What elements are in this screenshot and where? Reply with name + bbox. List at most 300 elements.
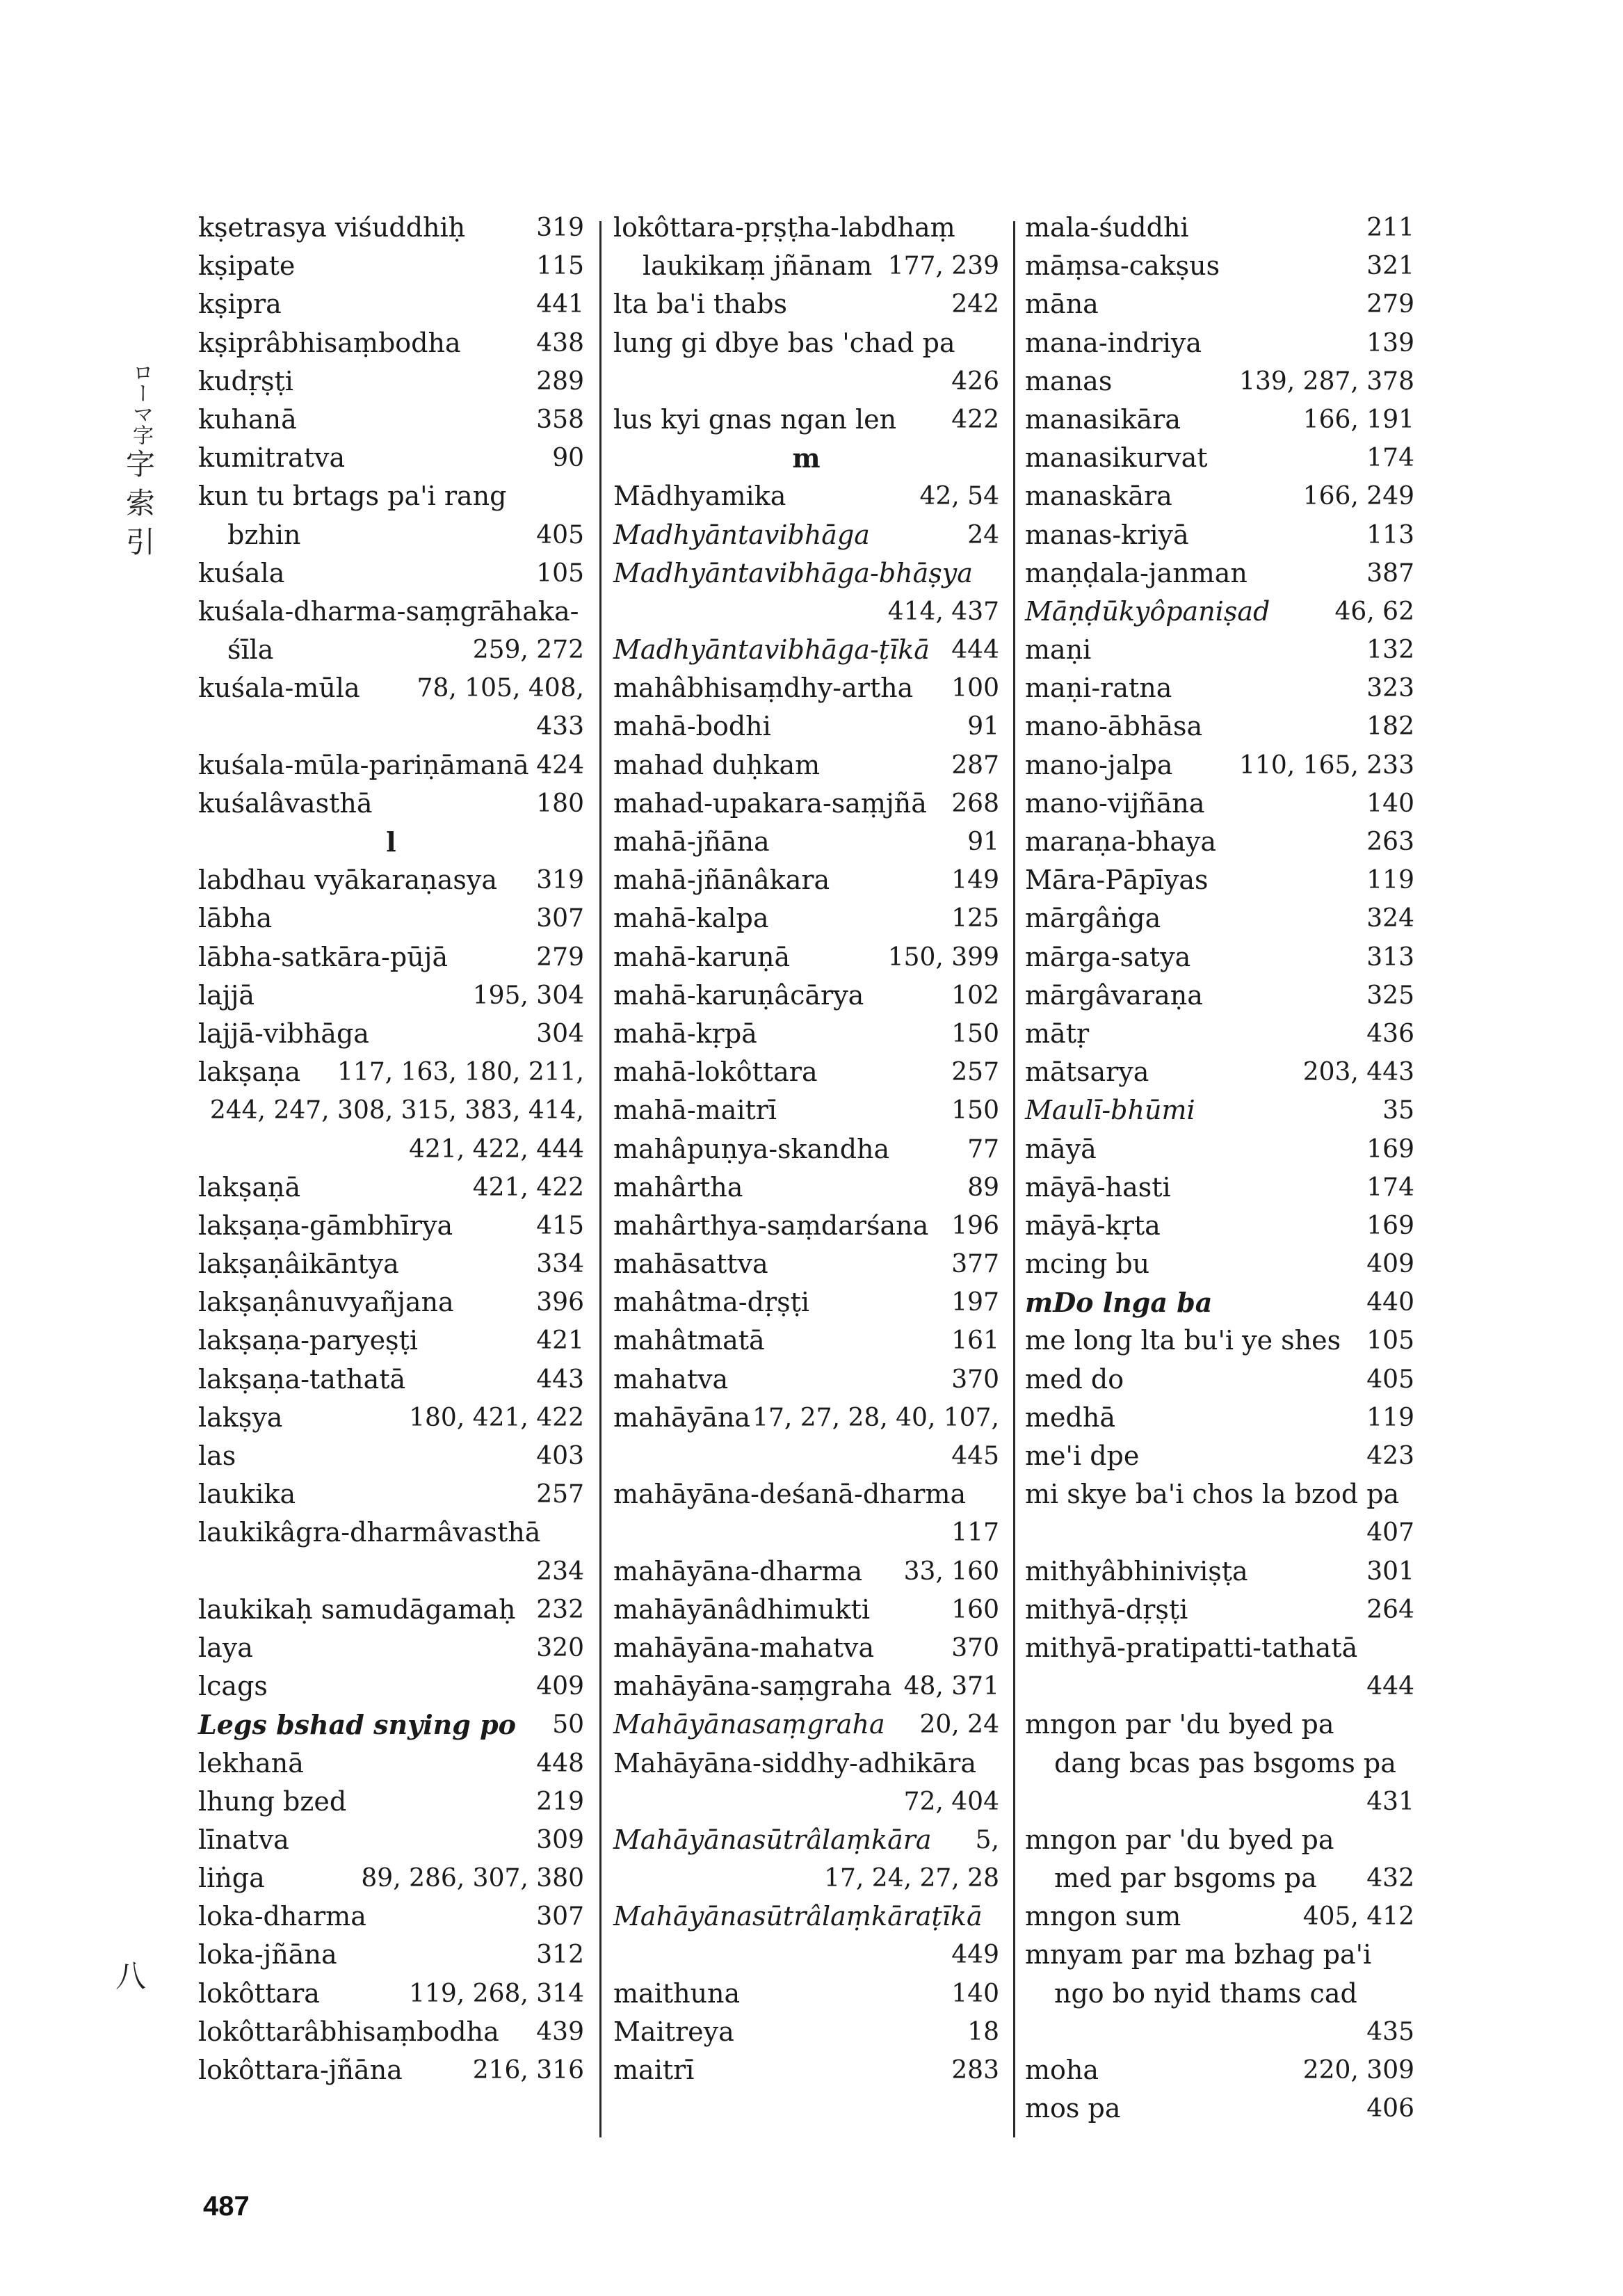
entry-page-refs: 421, 422: [472, 1173, 584, 1202]
index-entry: [613, 1936, 999, 1974]
entry-term: Legs bshad snying po: [198, 1709, 516, 1741]
entry-term: medhā: [1025, 1402, 1115, 1433]
entry-term: manas-kriyā: [1025, 519, 1189, 550]
entry-page-refs: 414, 437: [887, 597, 999, 626]
index-entry: [1025, 1591, 1414, 1629]
entry-term: laukika: [198, 1479, 296, 1510]
index-entry: [1025, 1053, 1414, 1091]
entry-page-refs: 91: [967, 828, 999, 856]
index-entry: [613, 593, 999, 631]
index-entry: [613, 1245, 999, 1283]
entry-page-refs: 110, 165, 233: [1239, 750, 1414, 780]
entry-term: mahāyāna-deśanā-dharma: [613, 1479, 967, 1510]
entry-term: me'i dpe: [1025, 1440, 1140, 1471]
index-entry: [198, 1360, 584, 1399]
side-label-in: 引: [125, 525, 155, 559]
entry-term: mngon par 'du byed pa: [1025, 1709, 1334, 1740]
index-entry: [198, 785, 584, 823]
entry-term: mahā-kṛpā: [613, 1018, 757, 1049]
entry-page-refs: 321: [1366, 252, 1414, 281]
index-entry: [198, 1744, 584, 1783]
entry-page-refs: 139: [1366, 328, 1414, 358]
index-entry: [613, 1169, 999, 1207]
entry-page-refs: 424: [536, 750, 584, 780]
index-entry: [613, 1859, 999, 1897]
index-entry: [198, 1591, 584, 1629]
index-entry: [1025, 669, 1414, 707]
index-entry: [1025, 785, 1414, 823]
entry-term: kṣiprâbhisaṃbodha: [198, 327, 461, 358]
index-entry: [1025, 516, 1414, 554]
entry-page-refs: 196: [951, 1211, 999, 1240]
entry-term: Mahāyāna-siddhy-adhikāra: [613, 1747, 976, 1779]
entry-page-refs: 257: [951, 1058, 999, 1087]
index-entry: [1025, 631, 1414, 669]
index-entry: [1025, 1744, 1414, 1783]
index-entry: [1025, 362, 1414, 401]
entry-term: lta ba'i thabs: [613, 289, 788, 320]
entry-term: lābha: [198, 903, 273, 934]
entry-page-refs: 89: [967, 1173, 999, 1202]
section-letter-heading: [198, 823, 584, 861]
section-letter-heading: [613, 439, 999, 477]
index-column-1: [198, 209, 584, 2089]
entry-page-refs: 440: [1366, 1288, 1414, 1317]
index-entry: [613, 516, 999, 554]
entry-term: māṃsa-cakṣus: [1025, 250, 1220, 282]
entry-term: mano-ābhāsa: [1025, 711, 1203, 742]
entry-term: me long lta bu'i ye shes: [1025, 1325, 1341, 1356]
entry-page-refs: 438: [536, 328, 584, 358]
entry-page-refs: 140: [951, 1979, 999, 2008]
index-entry: [198, 1897, 584, 1936]
entry-term: manaskāra: [1025, 481, 1172, 512]
index-entry: [1025, 1437, 1414, 1475]
entry-term: mcing bu: [1025, 1249, 1150, 1280]
index-entry: [198, 1552, 584, 1591]
entry-page-refs: 119: [1366, 866, 1414, 895]
index-entry: [1025, 1667, 1414, 1705]
entry-page-refs: 289: [536, 367, 584, 396]
entry-term: mos pa: [1025, 2093, 1121, 2124]
entry-page-refs: 436: [1366, 1019, 1414, 1048]
entry-page-refs: 20, 24: [919, 1710, 999, 1740]
entry-term: lhung bzed: [198, 1785, 347, 1817]
index-entry: [198, 285, 584, 323]
index-entry: [198, 1169, 584, 1207]
entry-term: mDo lnga ba: [1025, 1287, 1213, 1319]
index-entry: [613, 1399, 999, 1437]
entry-term: med do: [1025, 1363, 1124, 1395]
entry-page-refs: 403: [536, 1442, 584, 1470]
entry-page-refs: 421: [536, 1326, 584, 1356]
entry-term: mahâtmatā: [613, 1325, 765, 1356]
entry-term: lcags: [198, 1671, 268, 1702]
index-entry: [198, 439, 584, 477]
index-entry: [1025, 1360, 1414, 1399]
entry-page-refs: 117, 163, 180, 211,: [337, 1058, 584, 1087]
entry-page-refs: 323: [1366, 674, 1414, 703]
entry-term: las: [198, 1440, 236, 1471]
index-entry: [1025, 324, 1414, 362]
index-entry: [198, 1091, 584, 1130]
entry-page-refs: 180, 421, 422: [409, 1403, 584, 1432]
entry-term: loka-dharma: [198, 1901, 366, 1932]
entry-page-refs: 125: [951, 904, 999, 933]
entry-term: mārga-satya: [1025, 941, 1191, 972]
index-entry: [1025, 1245, 1414, 1283]
entry-term: kuśala-mūla: [198, 673, 360, 704]
entry-term: lakṣaṇânuvyañjana: [198, 1287, 454, 1318]
entry-term: lung gi dbye bas 'chad pa: [613, 327, 955, 358]
entry-term: lakṣaṇa-paryeṣṭi: [198, 1325, 418, 1356]
index-entry: [613, 1130, 999, 1169]
entry-page-refs: 309: [536, 1825, 584, 1854]
entry-page-refs: 370: [951, 1633, 999, 1662]
index-entry: [1025, 247, 1414, 285]
index-entry: [613, 707, 999, 746]
entry-term: manasikurvat: [1025, 442, 1208, 474]
entry-page-refs: 334: [536, 1250, 584, 1279]
index-entry: [198, 324, 584, 362]
index-entry: [613, 861, 999, 899]
entry-page-refs: 319: [536, 866, 584, 895]
index-entry: [198, 1322, 584, 1360]
index-column-3: [1025, 209, 1414, 2128]
index-entry: [1025, 823, 1414, 861]
side-label: [120, 362, 161, 562]
entry-page-refs: 426: [951, 367, 999, 396]
entry-term: bzhin: [227, 519, 301, 550]
entry-page-refs: 259, 272: [472, 636, 584, 665]
entry-page-refs: 150: [951, 1019, 999, 1048]
entry-term: kṣipra: [198, 289, 282, 320]
entry-term: lajjā-vibhāga: [198, 1018, 369, 1049]
entry-term: mala-śuddhi: [1025, 212, 1189, 243]
entry-page-refs: 287: [951, 750, 999, 780]
side-label-ji: 字: [125, 447, 155, 481]
entry-page-refs: 72, 404: [903, 1787, 999, 1816]
index-entry: [1025, 1552, 1414, 1591]
entry-term: mahâbhisaṃdhy-artha: [613, 673, 914, 704]
index-entry: [1025, 1897, 1414, 1936]
index-entry: [613, 1360, 999, 1399]
entry-page-refs: 174: [1366, 444, 1414, 473]
index-entry: [1025, 285, 1414, 323]
index-entry: [198, 554, 584, 593]
entry-term: māyā: [1025, 1133, 1097, 1164]
entry-page-refs: 132: [1366, 636, 1414, 665]
entry-term: Madhyāntavibhāga-ṭīkā: [613, 634, 930, 666]
index-entry: [198, 977, 584, 1015]
entry-term: kun tu brtags pa'i rang: [198, 481, 507, 512]
entry-term: Mahāyānasaṃgraha: [613, 1709, 885, 1740]
entry-term: maitrī: [613, 2055, 695, 2085]
index-entry: [613, 823, 999, 861]
entry-term: kuśalâvasthā: [198, 787, 373, 819]
entry-term: kṣipate: [198, 250, 296, 282]
side-label-saku: 索: [125, 486, 155, 520]
entry-term: Māṇḍūkyôpaniṣad: [1025, 595, 1270, 627]
index-entry: [613, 785, 999, 823]
entry-page-refs: 444: [1366, 1672, 1414, 1701]
entry-term: labdhau vyākaraṇasya: [198, 865, 497, 896]
entry-term: lakṣaṇa-tathatā: [198, 1363, 406, 1395]
entry-term: kumitratva: [198, 442, 346, 474]
index-entry: [613, 1744, 999, 1783]
entry-page-refs: 33, 160: [903, 1557, 999, 1586]
index-entry: [198, 516, 584, 554]
entry-page-refs: 139, 287, 378: [1239, 367, 1414, 396]
entry-page-refs: 90: [552, 444, 584, 473]
entry-term: lokôttara-pṛṣṭha-labdhaṃ: [613, 212, 955, 243]
index-entry: [198, 707, 584, 746]
index-entry: [1025, 861, 1414, 899]
index-entry: [198, 1667, 584, 1705]
index-entry: [1025, 1821, 1414, 1859]
entry-term: mahāsattva: [613, 1249, 768, 1280]
entry-page-refs: 91: [967, 712, 999, 741]
entry-term: mahā-karuṇā: [613, 941, 791, 972]
entry-term: lakṣaṇa-gāmbhīrya: [198, 1210, 453, 1241]
page-number: 487: [203, 2191, 250, 2222]
entry-term: manas: [1025, 365, 1113, 396]
entry-term: mahârthya-saṃdarśana: [613, 1210, 929, 1241]
index-entry: [613, 1283, 999, 1322]
entry-page-refs: 78, 105, 408,: [417, 674, 584, 703]
entry-term: Madhyāntavibhāga: [613, 519, 870, 550]
entry-page-refs: 439: [536, 2017, 584, 2046]
index-entry: [613, 362, 999, 401]
entry-term: līnatva: [198, 1824, 289, 1855]
entry-term: kuhanā: [198, 403, 297, 435]
entry-page-refs: 182: [1366, 712, 1414, 741]
entry-page-refs: 370: [951, 1365, 999, 1394]
index-entry: [198, 1859, 584, 1897]
index-entry: [1025, 2089, 1414, 2128]
index-entry: [1025, 707, 1414, 746]
entry-term: mahāyāna: [613, 1402, 751, 1433]
entry-term: lokôttara-jñāna: [198, 2055, 403, 2085]
entry-page-refs: 307: [536, 1902, 584, 1932]
index-entry: [198, 362, 584, 401]
entry-page-refs: 313: [1366, 942, 1414, 972]
entry-term: Mahāyānasūtrâlaṃkāraṭīkā: [613, 1901, 983, 1932]
entry-page-refs: 180: [536, 789, 584, 818]
entry-page-refs: 140: [1366, 789, 1414, 818]
entry-page-refs: 279: [536, 942, 584, 972]
entry-term: maṇi-ratna: [1025, 673, 1172, 704]
index-entry: [198, 477, 584, 515]
entry-page-refs: 422: [951, 405, 999, 434]
entry-page-refs: 105: [536, 559, 584, 588]
entry-page-refs: 46, 62: [1334, 597, 1414, 626]
index-entry: [613, 2051, 999, 2089]
entry-page-refs: 268: [951, 789, 999, 818]
entry-term: maraṇa-bhaya: [1025, 826, 1217, 857]
entry-page-refs: 203, 443: [1302, 1058, 1414, 1087]
entry-page-refs: 377: [951, 1250, 999, 1279]
entry-term: mahad duḥkam: [613, 749, 821, 780]
index-entry: [198, 1629, 584, 1667]
entry-page-refs: 216, 316: [472, 2056, 584, 2085]
entry-page-refs: 219: [536, 1787, 584, 1816]
entry-page-refs: 396: [536, 1288, 584, 1317]
entry-term: mahad-upakara-saṃjñā: [613, 787, 927, 819]
entry-page-refs: 50: [552, 1710, 584, 1740]
entry-page-refs: 169: [1366, 1211, 1414, 1240]
index-entry: [1025, 1207, 1414, 1245]
entry-term: laukikâgra-dharmâvasthā: [198, 1517, 541, 1548]
index-entry: [613, 1091, 999, 1130]
entry-term: kudṛṣṭi: [198, 365, 293, 396]
index-entry: [1025, 554, 1414, 593]
entry-page-refs: 100: [951, 674, 999, 703]
entry-term: Māra-Pāpīyas: [1025, 865, 1209, 896]
index-entry: [198, 1437, 584, 1475]
index-entry: [198, 1207, 584, 1245]
entry-page-refs: 150: [951, 1096, 999, 1125]
entry-page-refs: 161: [951, 1326, 999, 1356]
index-entry: [198, 1399, 584, 1437]
index-entry: [198, 401, 584, 439]
index-entry: [1025, 1936, 1414, 1974]
entry-page-refs: 257: [536, 1480, 584, 1509]
index-entry: [613, 1207, 999, 1245]
index-entry: [1025, 593, 1414, 631]
index-entry: [613, 1053, 999, 1091]
entry-page-refs: 160: [951, 1595, 999, 1624]
column-divider: [599, 221, 601, 2137]
entry-page-refs: 48, 371: [903, 1672, 999, 1701]
entry-term: mahā-jñāna: [613, 826, 770, 857]
index-entry: [1025, 1629, 1414, 1667]
entry-page-refs: 406: [1366, 2094, 1414, 2124]
index-entry: [613, 1322, 999, 1360]
entry-page-refs: 443: [536, 1365, 584, 1394]
index-entry: [198, 593, 584, 631]
entry-page-refs: 423: [1366, 1442, 1414, 1470]
entry-page-refs: 42, 54: [919, 482, 999, 511]
entry-page-refs: 263: [1366, 828, 1414, 856]
index-entry: [613, 324, 999, 362]
index-entry: [613, 477, 999, 515]
entry-term: laukikaṃ jñānam: [643, 250, 873, 282]
index-entry: [613, 746, 999, 785]
entry-term: kuśala-mūla-pariṇāmanā: [198, 749, 529, 780]
index-entry: [198, 1283, 584, 1322]
index-entry: [198, 1015, 584, 1053]
index-entry: [1025, 1283, 1414, 1322]
index-entry: [613, 1552, 999, 1591]
index-entry: [613, 209, 999, 247]
index-entry: [613, 1897, 999, 1936]
entry-page-refs: 405, 412: [1302, 1902, 1414, 1932]
index-entry: [613, 1437, 999, 1475]
entry-page-refs: 35: [1382, 1096, 1414, 1125]
entry-term: moha: [1025, 2055, 1099, 2085]
entry-term: mahāyānâdhimukti: [613, 1593, 870, 1625]
section-letter: m: [792, 442, 821, 474]
entry-term: mahāyāna-dharma: [613, 1555, 863, 1587]
index-entry: [1025, 1975, 1414, 2013]
entry-term: maṇi: [1025, 634, 1092, 666]
entry-page-refs: 166, 191: [1302, 405, 1414, 434]
entry-page-refs: 17, 24, 27, 28: [824, 1864, 999, 1893]
entry-page-refs: 421, 422, 444: [409, 1134, 584, 1164]
entry-term: med par bsgoms pa: [1054, 1863, 1317, 1894]
index-entry: [1025, 1091, 1414, 1130]
entry-term: mano-vijñāna: [1025, 787, 1205, 819]
entry-term: mahâpuṇya-skandha: [613, 1133, 890, 1164]
entry-page-refs: 232: [536, 1595, 584, 1624]
entry-page-refs: 283: [951, 2056, 999, 2085]
entry-term: laukikaḥ samudāgamaḥ: [198, 1593, 516, 1625]
index-entry: [1025, 1130, 1414, 1169]
entry-term: lakṣya: [198, 1402, 283, 1433]
index-entry: [1025, 1015, 1414, 1053]
entry-page-refs: 195, 304: [472, 981, 584, 1010]
index-entry: [1025, 977, 1414, 1015]
entry-term: mahârtha: [613, 1171, 743, 1203]
index-entry: [1025, 477, 1414, 515]
entry-page-refs: 244, 247, 308, 315, 383, 414,: [209, 1096, 584, 1125]
index-column-2: [613, 209, 999, 2089]
entry-page-refs: 169: [1366, 1134, 1414, 1164]
entry-term: lakṣaṇâikāntya: [198, 1249, 399, 1280]
index-entry: [198, 247, 584, 285]
entry-term: mahā-bodhi: [613, 711, 771, 742]
index-entry: [613, 631, 999, 669]
entry-page-refs: 448: [536, 1749, 584, 1778]
entry-page-refs: 17, 27, 28, 40, 107,: [752, 1403, 999, 1432]
entry-term: kṣetrasya viśuddhiḥ: [198, 212, 466, 243]
entry-term: mārgâṅga: [1025, 903, 1161, 934]
index-entry: [1025, 401, 1414, 439]
entry-term: mahā-kalpa: [613, 903, 769, 934]
entry-page-refs: 197: [951, 1288, 999, 1317]
entry-page-refs: 432: [1366, 1864, 1414, 1893]
index-entry: [613, 899, 999, 938]
entry-page-refs: 435: [1366, 2017, 1414, 2046]
entry-term: Mahāyānasūtrâlaṃkāra: [613, 1824, 932, 1855]
entry-page-refs: 405: [1366, 1365, 1414, 1394]
entry-term: lakṣaṇā: [198, 1171, 301, 1203]
entry-page-refs: 441: [536, 290, 584, 319]
entry-page-refs: 24: [967, 520, 999, 549]
entry-page-refs: 325: [1366, 981, 1414, 1010]
entry-page-refs: 407: [1366, 1518, 1414, 1548]
entry-page-refs: 105: [1366, 1326, 1414, 1356]
entry-page-refs: 415: [536, 1211, 584, 1240]
entry-page-refs: 77: [967, 1134, 999, 1164]
index-entry: [1025, 746, 1414, 785]
index-entry: [198, 1783, 584, 1821]
index-entry: [1025, 1475, 1414, 1514]
entry-page-refs: 149: [951, 866, 999, 895]
entry-page-refs: 445: [951, 1442, 999, 1470]
entry-page-refs: 449: [951, 1941, 999, 1970]
entry-term: mahā-karuṇâcārya: [613, 979, 864, 1011]
entry-term: loka-jñāna: [198, 1939, 337, 1970]
entry-term: māyā-kṛta: [1025, 1210, 1161, 1241]
entry-term: mana-indriya: [1025, 327, 1202, 358]
entry-term: mnyam par ma bzhag pa'i: [1025, 1939, 1372, 1970]
entry-term: Maitreya: [613, 2016, 734, 2047]
index-entry: [613, 1015, 999, 1053]
index-entry: [1025, 1514, 1414, 1552]
entry-term: mahatva: [613, 1363, 729, 1395]
